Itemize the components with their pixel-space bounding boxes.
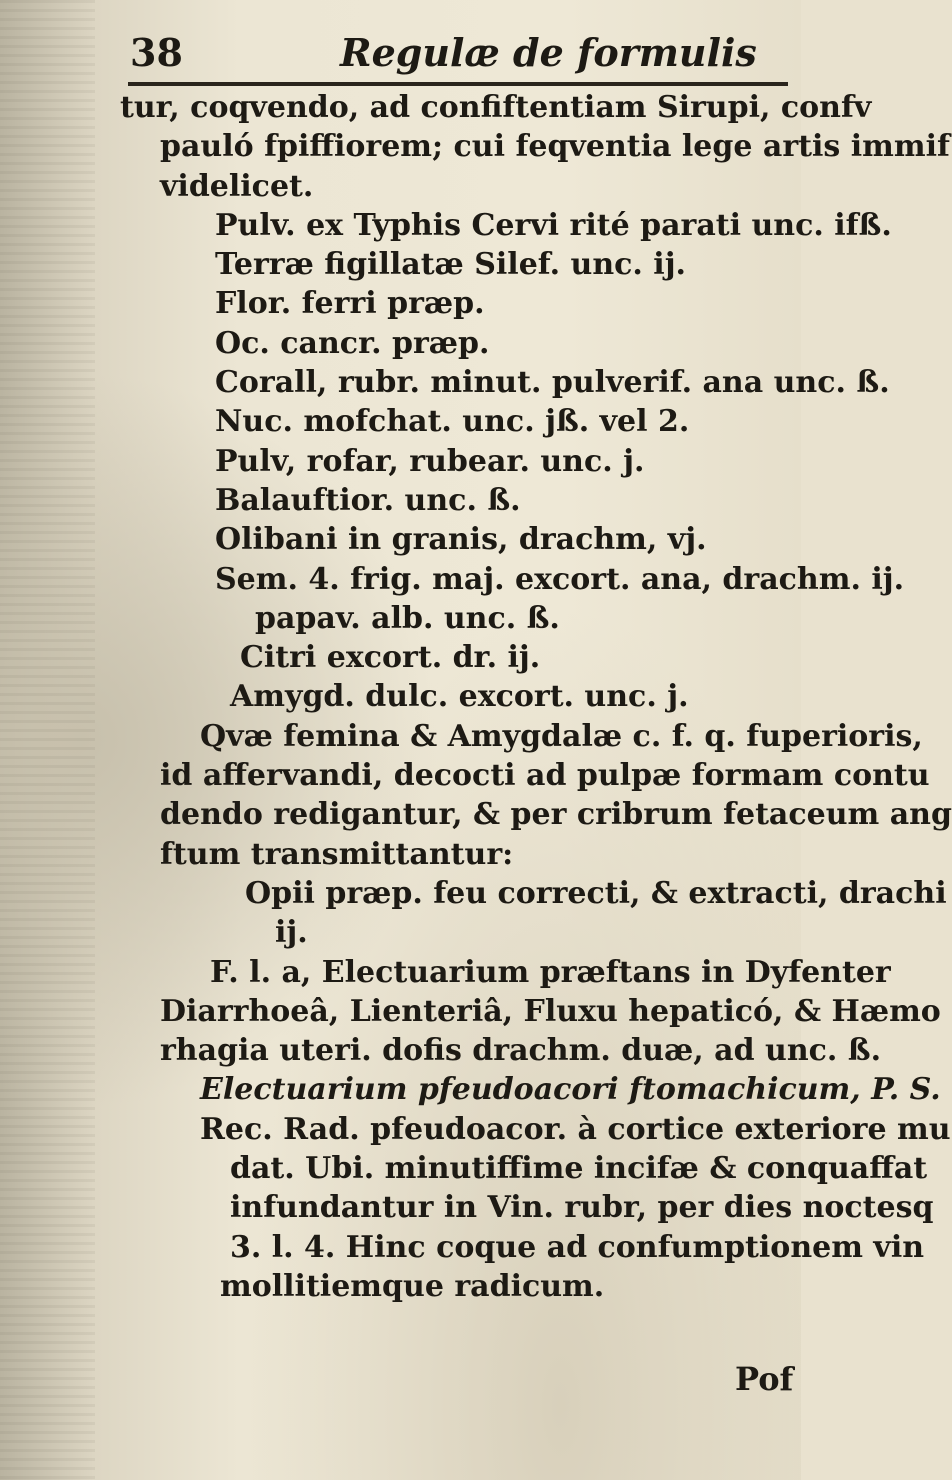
header-rule: [128, 82, 788, 86]
text-line: dendo redigantur, & per cribrum fetaceum ang: [160, 797, 952, 833]
text-line: id affervandi, decocti ad pulpæ formam contu: [160, 758, 930, 794]
text-line: 3. l. 4. Hinc coque ad confumptionem vin: [230, 1229, 925, 1265]
recipe-ingredient: Amygd. dulc. excort. unc. j.: [230, 679, 689, 715]
recipe-ingredient: papav. alb. unc. ß.: [255, 600, 560, 636]
recipe-ingredient: ij.: [275, 915, 308, 951]
body-text: [120, 88, 952, 1306]
recipe-ingredient: Flor. ferri præp.: [215, 286, 485, 322]
text-line: videlicet.: [160, 168, 314, 204]
page-header: [130, 30, 780, 80]
text-line: ftum transmittantur:: [160, 836, 514, 872]
running-title: Regulæ de formulis: [340, 30, 757, 75]
text-line: pauló fpiffiorem; cui feqventia lege artis immif: [160, 129, 950, 165]
text-line: dat. Ubi. minutiffime incifæ & conquaffat: [230, 1151, 928, 1187]
recipe-ingredient: Olibani in granis, drachm, vj.: [215, 522, 707, 558]
recipe-ingredient: Sem. 4. frig. maj. excort. ana, drachm. ij.: [215, 561, 905, 597]
catchword: Pof: [735, 1360, 794, 1398]
recipe-ingredient: Corall, rubr. minut. pulverif. ana unc. ß.: [215, 365, 890, 401]
page-gutter: [0, 0, 95, 1480]
text-line: Diarrhoeâ, Lienteriâ, Fluxu hepaticó, & Hæmo: [160, 993, 941, 1029]
recipe-ingredient: Opii præp. feu correcti, & extracti, drachi: [245, 875, 947, 911]
text-line: F. l. a, Electuarium præftans in Dyfenter: [210, 954, 891, 990]
recipe-ingredient: Pulv. ex Typhis Cervi rité parati unc. ifß.: [215, 207, 892, 243]
text-line: infundantur in Vin. rubr, per dies noctesq: [230, 1190, 934, 1226]
section-heading: Electuarium pfeudoacori ftomachicum, P. S.: [200, 1072, 941, 1108]
text-line: Rec. Rad. pfeudoacor. à cortice exteriore mu: [200, 1111, 951, 1147]
text-line: rhagia uteri. dofis drachm. duæ, ad unc. ß.: [160, 1033, 882, 1069]
text-line: mollitiemque radicum.: [220, 1268, 605, 1304]
recipe-ingredient: Terræ figillatæ Silef. unc. ij.: [215, 247, 686, 283]
recipe-ingredient: Nuc. mofchat. unc. jß. vel 2.: [215, 404, 690, 440]
text-line: Qvæ femina & Amygdalæ c. f. q. fuperioris,: [200, 718, 923, 754]
recipe-ingredient: Citri excort. dr. ij.: [240, 640, 541, 676]
recipe-ingredient: Oc. cancr. præp.: [215, 325, 490, 361]
text-line: tur, coqvendo, ad confiftentiam Sirupi, confv: [120, 90, 872, 125]
recipe-ingredient: Pulv, rofar, rubear. unc. j.: [215, 443, 645, 479]
recipe-ingredient: Balauftior. unc. ß.: [215, 482, 521, 518]
page-number: 38: [130, 30, 183, 75]
